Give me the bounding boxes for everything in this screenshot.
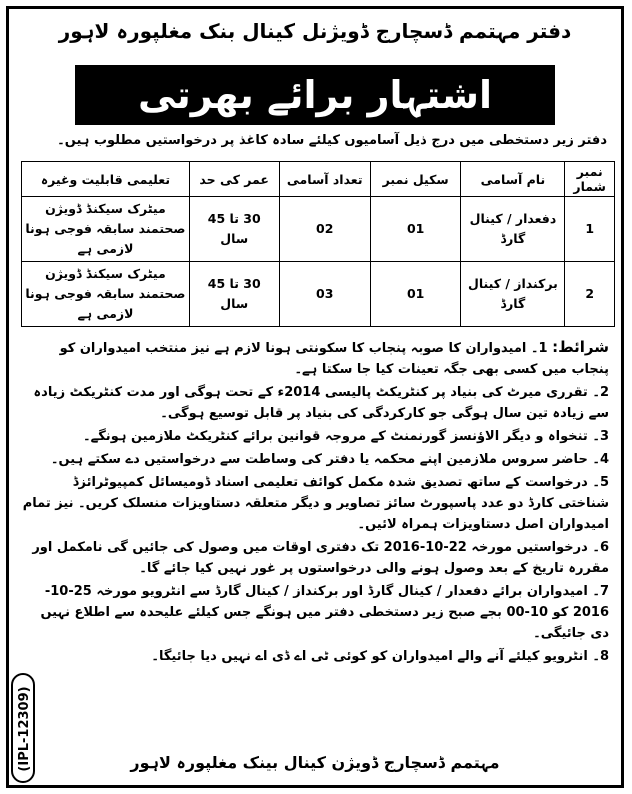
- table-row: [22, 197, 615, 262]
- table-header-row: [22, 162, 615, 197]
- condition-item: 7۔ امیدواران برائے دفعدار / کینال گارڈ اور برکنداز / کینال گارڈ سے انٹرویو مورخہ 25-10-2016 کو 10-00 بجے صبح زیر دستخطی دفتر میں ہونگے جس کیلئے علیحدہ سے اطلاع نہیں دی جائیگی۔: [40, 584, 609, 641]
- condition-item: 3۔ تنخواہ و دیگر الاؤنسز گورنمنٹ کے مروجہ قوانین برائے کنٹریکٹ ملازمین ہونگے۔: [83, 429, 609, 444]
- row-age-limit: 30 تا 45 سال: [189, 197, 279, 262]
- row-age-limit: 30 تا 45 سال: [189, 262, 279, 327]
- table-row: [22, 262, 615, 327]
- row-post-name: دفعدار / کینال گارڈ: [461, 197, 565, 262]
- row-post-name: برکنداز / کینال گارڈ: [461, 262, 565, 327]
- signature-office: مہتمم ڈسچارج ڈویژن کینال بینک مغلپورہ لاہور: [130, 753, 500, 772]
- header-post-name: نام آسامی: [461, 162, 565, 197]
- condition-item: 5۔ درخواست کے ساتھ تصدیق شدہ مکمل کوائف تعلیمی اسناد ڈومیسائل کمپیوٹرائزڈ شناختی کارڈ دو عدد پاسپورٹ سائز تصاویر و دیگر متعلقہ دستاویزات منسلک کریں۔ نیز تمام امیدواران اصل دستاویزات ہمراہ لائیں۔: [22, 475, 609, 532]
- header-serial: نمبر شمار: [565, 162, 615, 197]
- condition-item: 6۔ درخواستیں مورخہ 22-10-2016 تک دفتری اوقات میں وصول کی جائیں گی نامکمل اور مقررہ تاریخ کے بعد وصول ہونے والی درخواستوں پر غور نہیں کیا جائے گا۔: [32, 540, 609, 576]
- header-age-limit: عمر کی حد: [189, 162, 279, 197]
- row-posts-count: 02: [279, 197, 370, 262]
- header-posts-count: تعداد آسامی: [279, 162, 370, 197]
- row-serial: 2: [565, 262, 615, 327]
- recruitment-banner: اشتہار برائے بھرتی: [75, 65, 555, 125]
- conditions-heading: شرائط:: [552, 338, 609, 356]
- header-scale: سکیل نمبر: [370, 162, 461, 197]
- advertisement-page: [6, 6, 624, 788]
- intro-text: دفتر زیر دستخطی میں درج ذیل آسامیوں کیلئے سادہ کاغذ پر درخواستیں مطلوب ہیں۔: [57, 133, 607, 148]
- posts-table: [21, 161, 615, 327]
- condition-item: [21, 337, 609, 380]
- row-scale: 01: [370, 262, 461, 327]
- ipl-code-box: [11, 673, 35, 783]
- row-qualification: میٹرک سیکنڈ ڈویژن صحتمند سابقہ فوجی ہونا لازمی ہے: [22, 197, 190, 262]
- row-scale: 01: [370, 197, 461, 262]
- condition-item: 2۔ تقرری میرٹ کی بنیاد پر کنٹریکٹ پالیسی 2014ء کے تحت ہوگی اور مدت کنٹریکٹ زیادہ سے زیادہ تین سال ہوگی جو کارکردگی کی بنیاد پر قابل توسیع ہوگی۔: [33, 385, 609, 421]
- row-serial: 1: [565, 197, 615, 262]
- condition-text: 1۔ امیدواران کا صوبہ پنجاب کا سکونتی ہونا لازم ہے نیز منتخب امیدواران کو پنجاب میں کسی بھی جگہ تعینات کیا جا سکتا ہے۔: [59, 341, 609, 377]
- row-qualification: میٹرک سیکنڈ ڈویژن صحتمند سابقہ فوجی ہونا لازمی ہے: [22, 262, 190, 327]
- header-qualification: تعلیمی قابلیت وغیرہ: [22, 162, 190, 197]
- condition-item: 4۔ حاضر سروس ملازمین اپنے محکمہ یا دفتر کی وساطت سے درخواستیں دے سکتے ہیں۔: [50, 452, 609, 467]
- row-posts-count: 03: [279, 262, 370, 327]
- condition-item: 8۔ انٹرویو کیلئے آنے والے امیدواران کو کوئی ٹی اے ڈی اے نہیں دیا جائیگا۔: [151, 649, 609, 664]
- ipl-code: (IPL-12309): [17, 686, 32, 772]
- conditions-section: [21, 337, 609, 669]
- office-title: دفتر مہتمم ڈسچارج ڈویژنل کینال بنک مغلپورہ لاہور: [58, 19, 572, 43]
